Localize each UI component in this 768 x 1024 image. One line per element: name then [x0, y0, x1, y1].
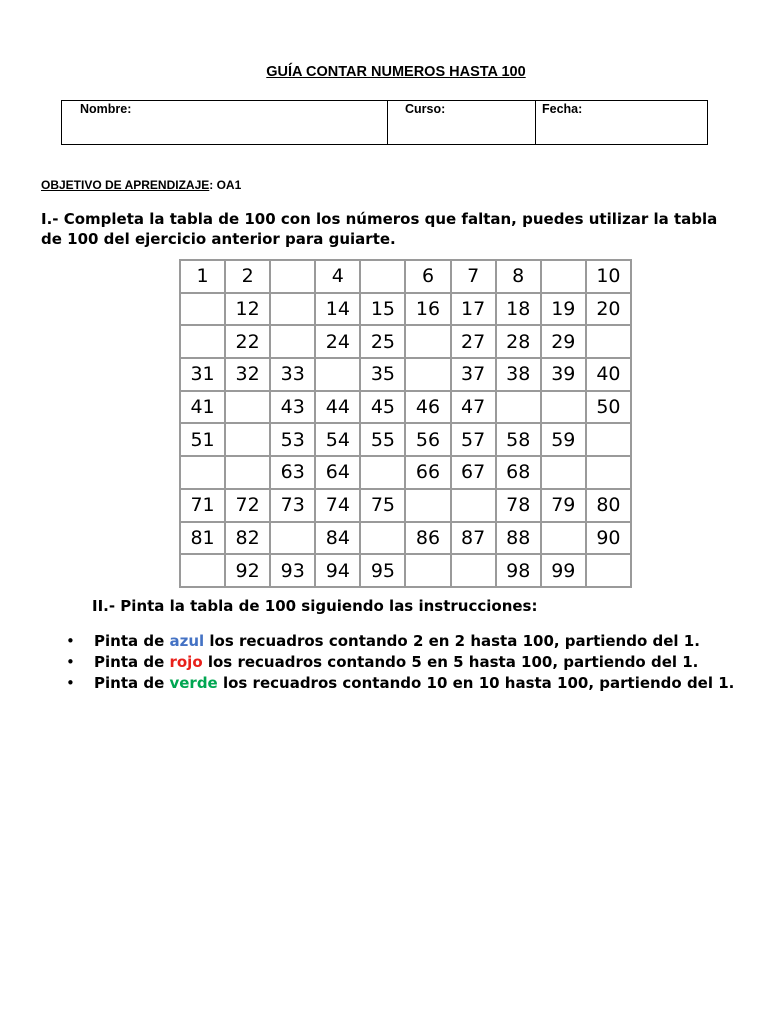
grid-cell[interactable]: [180, 456, 225, 489]
grid-row: [180, 489, 631, 522]
grid-cell[interactable]: 81: [180, 522, 225, 555]
grid-cell[interactable]: [270, 325, 315, 358]
grid-row: [180, 325, 631, 358]
bullet-icon: •: [66, 632, 75, 650]
grid-cell[interactable]: 66: [405, 456, 450, 489]
grid-cell[interactable]: 44: [315, 391, 360, 424]
color-word-red: rojo: [169, 653, 203, 671]
section-1-instruction: I.- Completa la tabla de 100 con los números que faltan, puedes utilizar la tabla de 100 del ejercicio anterior para guiarte.: [41, 210, 718, 248]
grid-cell[interactable]: [180, 293, 225, 326]
grid-cell[interactable]: [405, 489, 450, 522]
grid-cell[interactable]: 75: [360, 489, 405, 522]
grid-cell[interactable]: 86: [405, 522, 450, 555]
grid-cell[interactable]: 59: [541, 423, 586, 456]
grid-cell[interactable]: 32: [225, 358, 270, 391]
grid-cell[interactable]: [541, 522, 586, 555]
grid-cell[interactable]: 8: [496, 260, 541, 293]
grid-row: [180, 293, 631, 326]
grid-cell[interactable]: [225, 456, 270, 489]
grid-cell[interactable]: 87: [451, 522, 496, 555]
grid-cell[interactable]: 38: [496, 358, 541, 391]
page-title: GUÍA CONTAR NUMEROS HASTA 100: [266, 64, 526, 80]
grid-cell[interactable]: [360, 522, 405, 555]
grid-cell[interactable]: 24: [315, 325, 360, 358]
grid-cell[interactable]: 28: [496, 325, 541, 358]
grid-cell[interactable]: 40: [586, 358, 631, 391]
grid-cell[interactable]: 46: [405, 391, 450, 424]
grid-cell[interactable]: 98: [496, 554, 541, 587]
grid-cell[interactable]: 19: [541, 293, 586, 326]
grid-cell[interactable]: [451, 554, 496, 587]
grid-cell[interactable]: [270, 260, 315, 293]
objective-label: OBJETIVO DE APRENDIZAJE: [41, 178, 210, 192]
instruction-post: los recuadros contando 10 en 10 hasta 100, partiendo del 1.: [217, 674, 735, 692]
grid-cell[interactable]: 57: [451, 423, 496, 456]
grid-cell[interactable]: 2: [225, 260, 270, 293]
grid-cell[interactable]: [405, 358, 450, 391]
grid-cell[interactable]: 20: [586, 293, 631, 326]
grid-cell[interactable]: 16: [405, 293, 450, 326]
grid-cell[interactable]: 1: [180, 260, 225, 293]
grid-cell[interactable]: 92: [225, 554, 270, 587]
grid-cell[interactable]: 18: [496, 293, 541, 326]
grid-row: [180, 358, 631, 391]
grid-cell[interactable]: [586, 554, 631, 587]
grid-cell[interactable]: 68: [496, 456, 541, 489]
grid-cell[interactable]: 31: [180, 358, 225, 391]
instruction-pre: Pinta de: [94, 674, 170, 692]
grid-cell[interactable]: 50: [586, 391, 631, 424]
grid-cell[interactable]: 14: [315, 293, 360, 326]
grid-cell[interactable]: [315, 358, 360, 391]
grid-cell[interactable]: 37: [451, 358, 496, 391]
bullet-icon: •: [66, 674, 75, 692]
grid-cell[interactable]: [586, 325, 631, 358]
grid-cell[interactable]: [405, 325, 450, 358]
grid-cell[interactable]: 54: [315, 423, 360, 456]
grid-cell[interactable]: [405, 554, 450, 587]
grid-cell[interactable]: 58: [496, 423, 541, 456]
grid-cell[interactable]: 39: [541, 358, 586, 391]
instruction-post: los recuadros contando 2 en 2 hasta 100, partiendo del 1.: [204, 632, 700, 650]
grid-cell[interactable]: [451, 489, 496, 522]
grid-cell[interactable]: [586, 423, 631, 456]
grid-cell[interactable]: 47: [451, 391, 496, 424]
grid-cell[interactable]: 93: [270, 554, 315, 587]
objective-value: OA1: [213, 178, 242, 192]
instruction-item-red: [66, 652, 736, 672]
grid-cell[interactable]: 94: [315, 554, 360, 587]
grid-cell[interactable]: 29: [541, 325, 586, 358]
grid-cell[interactable]: 6: [405, 260, 450, 293]
grid-cell[interactable]: [225, 423, 270, 456]
hundred-chart: [179, 259, 632, 588]
instruction-list: [66, 631, 736, 694]
grid-cell[interactable]: [360, 456, 405, 489]
grid-cell[interactable]: 82: [225, 522, 270, 555]
date-label: Fecha:: [542, 102, 583, 116]
grid-row: [180, 522, 631, 555]
date-field[interactable]: [536, 101, 708, 145]
grid-cell[interactable]: 71: [180, 489, 225, 522]
grid-cell[interactable]: 15: [360, 293, 405, 326]
objective-separator: :: [209, 178, 214, 192]
grid-cell[interactable]: 10: [586, 260, 631, 293]
grid-cell[interactable]: [496, 391, 541, 424]
grid-cell[interactable]: 27: [451, 325, 496, 358]
grid-cell[interactable]: 80: [586, 489, 631, 522]
course-field[interactable]: [388, 101, 536, 145]
grid-cell[interactable]: 35: [360, 358, 405, 391]
grid-cell[interactable]: 90: [586, 522, 631, 555]
grid-cell[interactable]: [225, 391, 270, 424]
grid-cell[interactable]: [180, 554, 225, 587]
grid-cell[interactable]: 22: [225, 325, 270, 358]
grid-row: [180, 554, 631, 587]
instruction-post: los recuadros contando 5 en 5 hasta 100, partiendo del 1.: [202, 653, 699, 671]
grid-row: [180, 260, 631, 293]
grid-cell[interactable]: 84: [315, 522, 360, 555]
grid-cell[interactable]: [541, 391, 586, 424]
grid-cell[interactable]: 17: [451, 293, 496, 326]
grid-cell[interactable]: [180, 325, 225, 358]
course-label: Curso:: [405, 102, 446, 116]
grid-cell[interactable]: 4: [315, 260, 360, 293]
grid-row: [180, 423, 631, 456]
grid-cell[interactable]: 74: [315, 489, 360, 522]
grid-row: [180, 391, 631, 424]
instruction-item-blue: [66, 631, 736, 651]
student-info-table: [61, 100, 708, 145]
color-word-green: verde: [169, 674, 218, 692]
grid-row: [180, 456, 631, 489]
grid-cell[interactable]: [270, 522, 315, 555]
grid-cell[interactable]: 51: [180, 423, 225, 456]
name-label: Nombre:: [80, 102, 132, 116]
grid-cell[interactable]: 41: [180, 391, 225, 424]
grid-cell[interactable]: 79: [541, 489, 586, 522]
grid-cell[interactable]: 56: [405, 423, 450, 456]
grid-cell[interactable]: 7: [451, 260, 496, 293]
bullet-icon: •: [66, 653, 75, 671]
grid-cell[interactable]: 33: [270, 358, 315, 391]
grid-cell[interactable]: 67: [451, 456, 496, 489]
grid-cell[interactable]: [541, 260, 586, 293]
grid-cell[interactable]: 88: [496, 522, 541, 555]
grid-cell[interactable]: [270, 293, 315, 326]
instruction-pre: Pinta de: [94, 653, 170, 671]
grid-cell[interactable]: 73: [270, 489, 315, 522]
grid-cell[interactable]: [541, 456, 586, 489]
learning-objective: [41, 178, 241, 192]
grid-cell[interactable]: [360, 260, 405, 293]
grid-cell[interactable]: 78: [496, 489, 541, 522]
grid-cell[interactable]: 99: [541, 554, 586, 587]
instruction-pre: Pinta de: [94, 632, 170, 650]
grid-cell[interactable]: [586, 456, 631, 489]
grid-cell[interactable]: 64: [315, 456, 360, 489]
grid-cell[interactable]: 12: [225, 293, 270, 326]
grid-cell[interactable]: 55: [360, 423, 405, 456]
grid-cell[interactable]: 25: [360, 325, 405, 358]
grid-cell[interactable]: 95: [360, 554, 405, 587]
grid-cell[interactable]: 45: [360, 391, 405, 424]
section-2-instruction: II.- Pinta la tabla de 100 siguiendo las instrucciones:: [92, 597, 538, 615]
grid-cell[interactable]: 63: [270, 456, 315, 489]
grid-cell[interactable]: 43: [270, 391, 315, 424]
name-field[interactable]: [62, 101, 388, 145]
grid-cell[interactable]: 53: [270, 423, 315, 456]
grid-cell[interactable]: 72: [225, 489, 270, 522]
color-word-blue: azul: [169, 632, 205, 650]
instruction-item-green: [66, 673, 736, 693]
